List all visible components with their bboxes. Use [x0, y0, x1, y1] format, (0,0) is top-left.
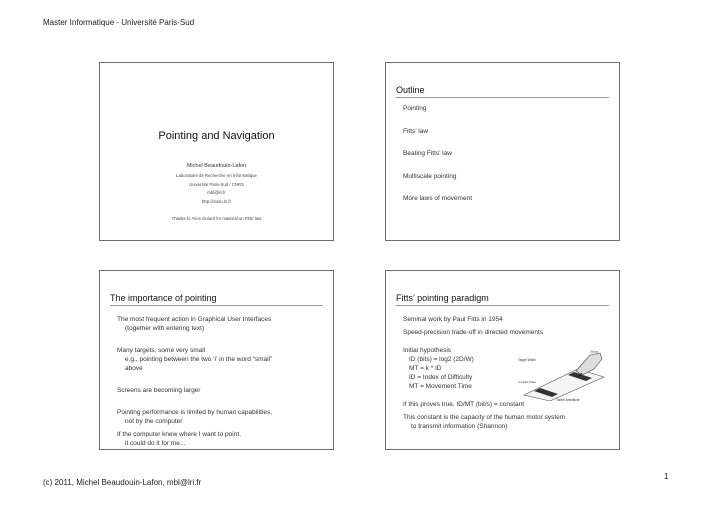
paragraph-sub: to transmit information (Shannon): [411, 423, 508, 430]
stylus-label: Stylus: [590, 349, 599, 354]
paragraph: Many targets, some very small: [117, 347, 206, 354]
author-info-line: Université Paris-Sud / CNRS: [189, 181, 244, 187]
paragraph: If this proves true, ID/MT (bit/s) = constant: [403, 401, 525, 408]
paragraph: Seminal work by Paul Fitts in 1954: [403, 316, 503, 323]
outline-item: Pointing: [403, 105, 427, 112]
formula: MT = k * ID: [409, 365, 442, 372]
contact-plate-label: Contact Plate: [518, 380, 537, 384]
formula: MT = Movement Time: [409, 383, 472, 390]
paragraph: Pointing performance is limited by human capabilities,: [117, 409, 272, 416]
title-divider: [396, 97, 609, 98]
target-plate: [524, 369, 604, 401]
target-amplitude-label: Target Amplitude: [556, 398, 580, 401]
paragraph: Speed-precision trade-off in directed movements: [403, 329, 544, 336]
formula: ID (bits) = log2 (2D/W): [409, 356, 474, 363]
slide-importance: [99, 270, 334, 450]
title-divider: [110, 305, 323, 306]
page-header: Master Informatique - Université Paris-Sud: [43, 18, 195, 27]
paragraph: Initial hypothesis: [403, 347, 452, 354]
title-divider: [396, 305, 609, 306]
slide-title: [99, 62, 334, 241]
slide-title-heading: Pointing and Navigation: [158, 130, 275, 142]
paragraph: Screens are becoming larger: [117, 387, 201, 394]
paragraph: The most frequent action in Graphical User Interfaces: [117, 316, 272, 323]
paragraph-sub: e.g., pointing between the two ‘i’ in the word “small”: [125, 356, 273, 363]
slide-fitts: [385, 270, 620, 450]
paragraph: This constant is the capacity of the human motor system: [403, 414, 566, 421]
page-footer: (c) 2011, Michel Beaudouin-Lafon, mbl@lri.fr: [43, 478, 202, 487]
author-info-line: http://insitu.lri.fr: [201, 198, 232, 204]
outline-item: Multiscale pointing: [403, 172, 457, 180]
author-info-line: mbl@lri.fr: [207, 190, 226, 195]
thanks-note: Thanks to Yves Guiard for material on Fitts’ law: [171, 216, 262, 221]
slide-outline: [385, 62, 620, 241]
slide-body: [117, 315, 321, 448]
fitts-tapping-figure: [516, 349, 608, 401]
outline-list: [403, 105, 472, 218]
slide-heading: Outline: [396, 85, 425, 95]
author-info-line: Laboratoire de Recherche en Informatique: [176, 173, 257, 178]
paragraph-sub: (together with entering text): [125, 325, 205, 332]
paragraph-sub: not by the computer: [125, 418, 183, 425]
slide-heading: The importance of pointing: [110, 293, 217, 303]
outline-item: Beating Fitts’ law: [403, 150, 452, 158]
paragraph-sub: it could do it for me...: [125, 440, 186, 447]
outline-item: Fitts’ law: [403, 127, 429, 135]
page-number: 1: [664, 472, 669, 481]
target-width-label: Target Width: [518, 358, 536, 362]
hand-shape: [576, 353, 602, 375]
author-info: [100, 172, 333, 206]
slide-heading: Fitts’ pointing paradigm: [396, 293, 489, 303]
author-name: Michel Beaudouin-Lafon: [186, 163, 247, 169]
paragraph-sub: above: [125, 365, 143, 372]
outline-item: More laws of movement: [403, 195, 472, 203]
paragraph: If the computer knew where I want to point,: [117, 431, 241, 438]
formula: ID = Index of Difficulty: [409, 374, 473, 381]
